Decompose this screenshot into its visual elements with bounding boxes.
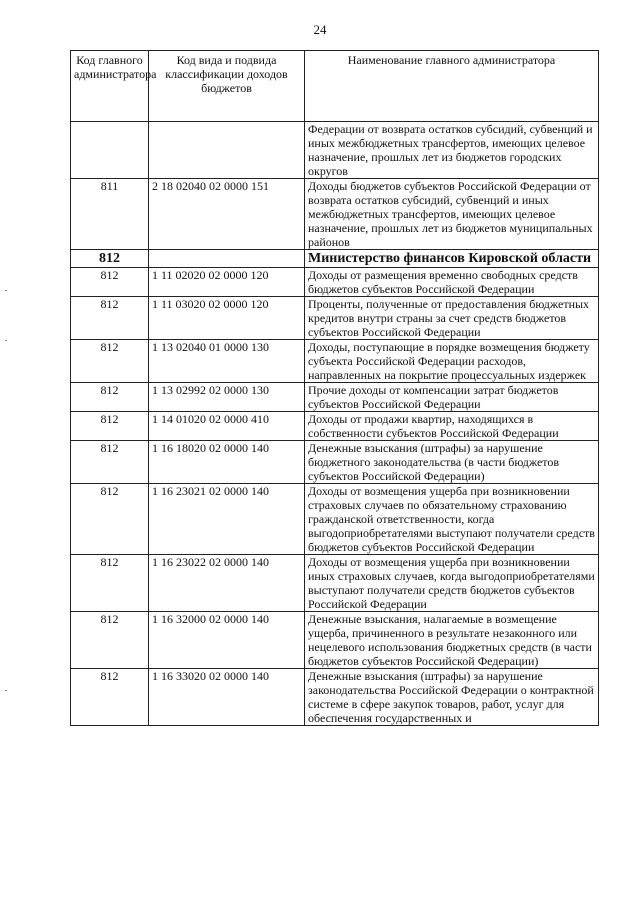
administrator-name-cell: Доходы, поступающие в порядке возмещения бюджету субъекта Российской Федерации расходов, направленных на покрытие процессуальных издержек: [305, 340, 599, 383]
administrator-name-cell: Прочие доходы от компенсации затрат бюджетов субъектов Российской Федерации: [305, 383, 599, 412]
admin-code-cell: 812: [71, 340, 149, 383]
admin-code-cell: 812: [71, 669, 149, 726]
table-row: [71, 484, 599, 555]
table-row: [71, 612, 599, 669]
administrator-name-cell: Проценты, полученные от предоставления бюджетных кредитов внутри страны за счет средств бюджетов субъектов Российской Федерации: [305, 297, 599, 340]
header-admin-code: Код главного администратора: [71, 51, 149, 122]
table-header: [71, 51, 599, 122]
admin-code-cell: 812: [71, 612, 149, 669]
table-row: [71, 268, 599, 297]
table-row: [71, 555, 599, 612]
admin-code-cell: 812: [71, 555, 149, 612]
classification-code-cell: [149, 250, 305, 268]
table-body: [71, 122, 599, 726]
classification-code-cell: 1 16 23021 02 0000 140: [149, 484, 305, 555]
administrator-name-cell: Федерации от возврата остатков субсидий, субвенций и иных межбюджетных трансфертов, имеющих целевое назначение, прошлых лет из бюджетов городских округов: [305, 122, 599, 179]
administrator-name-cell: Министерство финансов Кировской области: [305, 250, 599, 268]
classification-code-cell: 1 11 03020 02 0000 120: [149, 297, 305, 340]
administrator-name-cell: Доходы бюджетов субъектов Российской Федерации от возврата остатков субсидий, субвенций и иных межбюджетных трансфертов, имеющих целевое назначение, прошлых лет из бюджетов муниципальных районов: [305, 179, 599, 250]
table-row: [71, 122, 599, 179]
table-row: [71, 383, 599, 412]
table-row: [71, 250, 599, 268]
classification-code-cell: 1 13 02992 02 0000 130: [149, 383, 305, 412]
administrator-name-cell: Доходы от возмещения ущерба при возникновении страховых случаев по обязательному страхованию гражданской ответственности, когда выгодоприобретателями выступают получатели средств бюджетов субъектов Российской Федерации: [305, 484, 599, 555]
margin-mark: [5, 290, 7, 291]
classification-code-cell: 1 11 02020 02 0000 120: [149, 268, 305, 297]
classification-code-cell: 1 16 32000 02 0000 140: [149, 612, 305, 669]
admin-code-cell: 812: [71, 412, 149, 441]
classification-code-cell: [149, 122, 305, 179]
admin-code-cell: 812: [71, 383, 149, 412]
classification-code-cell: 1 13 02040 01 0000 130: [149, 340, 305, 383]
margin-mark: [5, 690, 7, 691]
margin-mark: [5, 340, 7, 341]
classification-code-cell: 2 18 02040 02 0000 151: [149, 179, 305, 250]
header-classification-code: Код вида и подвида классификации доходов бюджетов: [149, 51, 305, 122]
admin-code-cell: [71, 122, 149, 179]
table-row: [71, 340, 599, 383]
classification-code-cell: 1 16 18020 02 0000 140: [149, 441, 305, 484]
admin-code-cell: 812: [71, 297, 149, 340]
classification-code-cell: 1 16 23022 02 0000 140: [149, 555, 305, 612]
header-administrator-name: Наименование главного администратора: [305, 51, 599, 122]
admin-code-cell: 811: [71, 179, 149, 250]
administrator-name-cell: Доходы от продажи квартир, находящихся в собственности субъектов Российской Федерации: [305, 412, 599, 441]
admin-code-cell: 812: [71, 268, 149, 297]
table-row: [71, 412, 599, 441]
table-header-row: [71, 51, 599, 122]
admin-code-cell: 812: [71, 250, 149, 268]
table-row: [71, 441, 599, 484]
table-row: [71, 179, 599, 250]
admin-code-cell: 812: [71, 441, 149, 484]
administrator-name-cell: Доходы от размещения временно свободных средств бюджетов субъектов Российской Федерации: [305, 268, 599, 297]
administrator-name-cell: Денежные взыскания, налагаемые в возмещение ущерба, причиненного в результате незаконного или нецелевого использования бюджетных средств (в части бюджетов субъектов Российской Федерации): [305, 612, 599, 669]
admin-code-cell: 812: [71, 484, 149, 555]
revenue-classification-table: [70, 50, 599, 726]
table-row: [71, 297, 599, 340]
administrator-name-cell: Денежные взыскания (штрафы) за нарушение законодательства Российской Федерации о контрактной системе в сфере закупок товаров, работ, услуг для обеспечения государственных и: [305, 669, 599, 726]
page-number: 24: [313, 22, 327, 37]
table-row: [71, 669, 599, 726]
classification-code-cell: 1 14 01020 02 0000 410: [149, 412, 305, 441]
administrator-name-cell: Денежные взыскания (штрафы) за нарушение бюджетного законодательства (в части бюджетов субъектов Российской Федерации): [305, 441, 599, 484]
administrator-name-cell: Доходы от возмещения ущерба при возникновении иных страховых случаев, когда выгодоприобретателями выступают получатели средств бюджетов субъектов Российской Федерации: [305, 555, 599, 612]
classification-code-cell: 1 16 33020 02 0000 140: [149, 669, 305, 726]
